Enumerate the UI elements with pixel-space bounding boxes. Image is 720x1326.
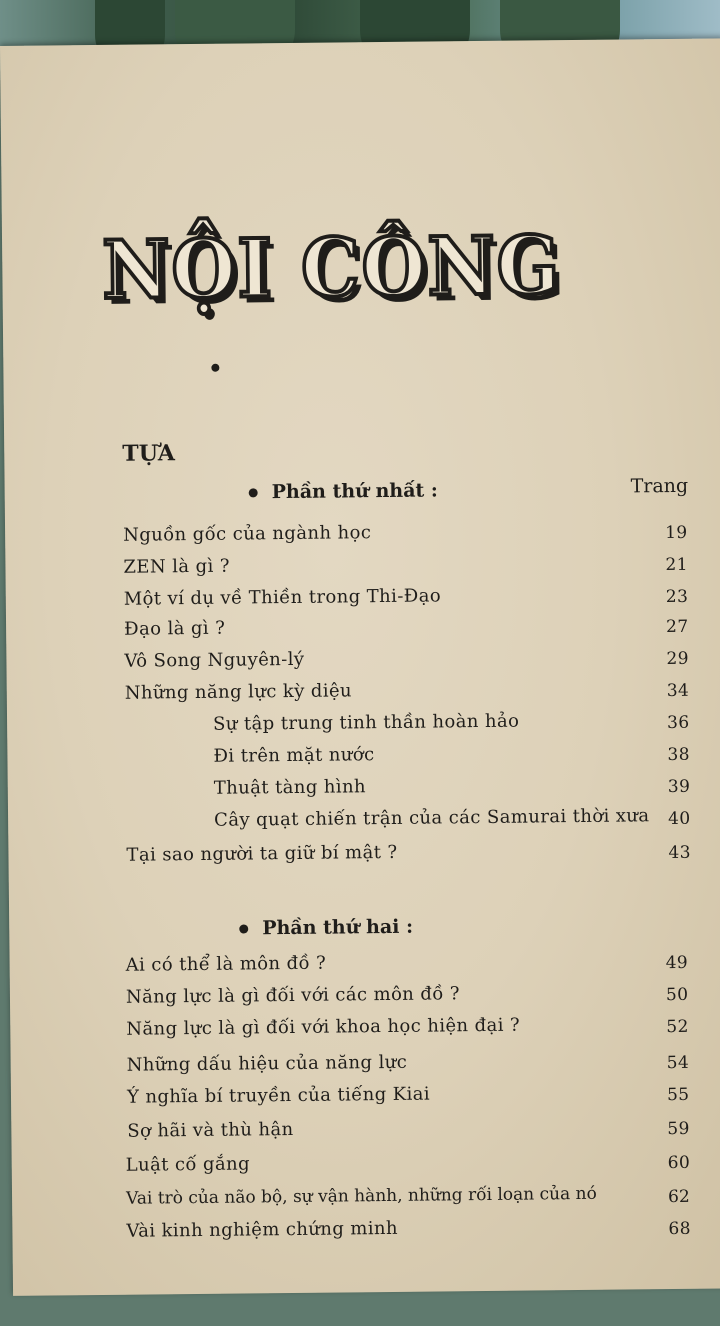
page-column-label: Trang (630, 474, 689, 498)
toc-entry (10, 1012, 720, 1050)
toc-entry (7, 676, 720, 714)
toc-entry (11, 1114, 720, 1152)
toc-entry-title: ZEN là gì ? (123, 555, 230, 578)
toc-entry-page: 39 (667, 776, 691, 798)
part-one-label: Phần thứ nhất : (271, 479, 439, 504)
book-title: NỘI CÔNG (101, 218, 562, 317)
toc-entry (6, 612, 720, 650)
toc-entry-page: 59 (667, 1118, 690, 1140)
toc-entry-title: Năng lực là gì đối với khoa học hiện đại ? (126, 1014, 521, 1040)
toc-entry (11, 1080, 720, 1118)
toc-entry (5, 550, 720, 588)
toc-entry-page: 54 (666, 1052, 690, 1074)
toc-entry-page: 38 (667, 744, 691, 766)
toc-entry-page: 21 (665, 554, 689, 576)
toc-entry-title: Ai có thể là môn đồ ? (125, 952, 327, 976)
toc-entry-title: Vô Song Nguyên-lý (124, 648, 305, 672)
toc-entry-page: 27 (666, 616, 689, 638)
toc-entry-title: Năng lực là gì đối với các môn đồ ? (125, 983, 460, 1008)
toc-entry-title: Một ví dụ về Thiền trong Thi-Đạo (123, 585, 442, 610)
table-of-contents (0, 38, 720, 1325)
toc-entry-title: Những dấu hiệu của năng lực (126, 1051, 408, 1076)
toc-entry-title: Vài kinh nghiệm chứng minh (126, 1217, 399, 1242)
toc-entry (11, 1048, 720, 1086)
toc-entry-page: 23 (665, 586, 689, 608)
toc-entry-page: 29 (666, 648, 689, 670)
toc-entry-title: Đi trên mặt nước (213, 744, 375, 767)
toc-entry-sub (8, 772, 720, 810)
toc-entry-page: 68 (668, 1218, 691, 1240)
toc-entry (10, 948, 720, 986)
toc-entry-page: 55 (666, 1084, 690, 1106)
toc-entry-page: 52 (666, 1016, 689, 1038)
toc-entry (10, 980, 720, 1018)
toc-entry-page: 62 (667, 1186, 690, 1208)
toc-entry (5, 518, 720, 556)
toc-entry (12, 1214, 720, 1252)
toc-entry-title: Vai trò của não bộ, sự vận hành, những rối loạn của nó (125, 1183, 597, 1209)
toc-entry-page: 34 (666, 680, 690, 702)
toc-entry-sub (7, 740, 720, 778)
toc-entry (12, 1148, 720, 1186)
book-page (0, 38, 720, 1296)
toc-entry-title: Đạo là gì ? (124, 617, 226, 640)
toc-entry-title: Những năng lực kỳ diệu (124, 680, 353, 704)
toc-entry-title: Luật cố gắng (125, 1153, 251, 1176)
toc-entry-page: 43 (668, 842, 692, 864)
toc-entry-title: Nguồn gốc của ngành học (123, 522, 372, 546)
toc-entry-title: Thuật tàng hình (213, 776, 367, 799)
part-two-label: Phần thứ hai : (262, 915, 414, 940)
toc-entry-page: 49 (665, 952, 689, 974)
toc-entry-title: Ý nghĩa bí truyền của tiếng Kiai (126, 1083, 431, 1108)
toc-entry (12, 1182, 720, 1220)
toc-entry-sub (7, 708, 720, 746)
toc-entry-title: Sự tập trung tinh thần hoàn hảo (213, 710, 520, 735)
toc-entry-page: 40 (668, 808, 691, 830)
toc-entry-page: 50 (665, 984, 689, 1006)
toc-entry-page: 19 (665, 522, 688, 544)
toc-entry-sub (8, 804, 720, 842)
toc-entry (8, 838, 720, 876)
toc-entry (6, 644, 720, 682)
toc-entry-page: 36 (667, 712, 690, 734)
toc-entry-title: Cây quạt chiến trận của các Samurai thời xưa (214, 805, 650, 831)
preface-heading: TỰA (122, 440, 176, 467)
toc-entry-title: Sợ hãi và thù hận (127, 1118, 294, 1142)
toc-entry-page: 60 (667, 1152, 691, 1174)
toc-entry-title: Tại sao người ta giữ bí mật ? (126, 841, 398, 866)
